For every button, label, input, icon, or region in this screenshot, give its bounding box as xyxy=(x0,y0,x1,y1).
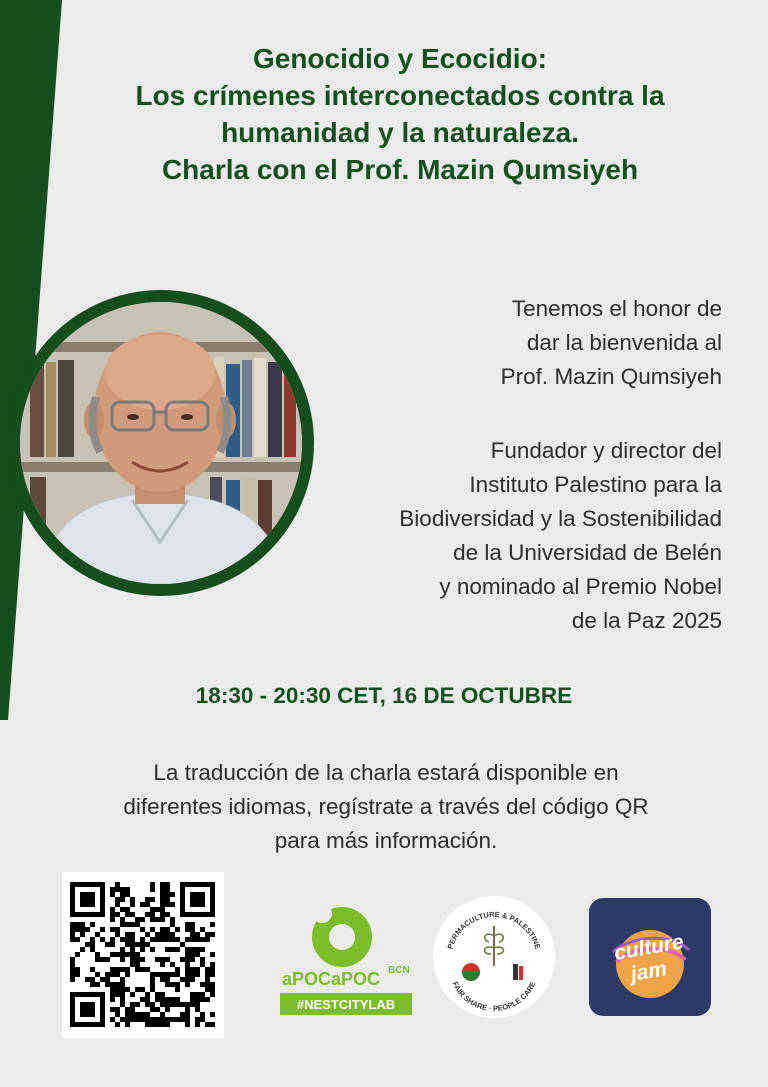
note-line: La traducción de la charla estará disponible en xyxy=(153,760,619,785)
qr-code-icon xyxy=(62,872,224,1038)
bio-line: de la Universidad de Belén xyxy=(453,540,722,565)
nestcitylab-tag: #NESTCITYLAB xyxy=(296,997,396,1012)
translation-note xyxy=(30,756,742,858)
event-datetime: 18:30 - 20:30 CET, 16 DE OCTUBRE xyxy=(195,683,573,708)
title-line: Los crímenes interconectados contra la xyxy=(135,80,665,111)
culture-jam-wordmark: culture xyxy=(612,930,686,966)
speaker-bio xyxy=(399,434,722,638)
bio-line: de la Paz 2025 xyxy=(571,608,722,633)
svg-text:FAIR SHARE · PEOPLE CARE xyxy=(451,980,538,1013)
bio-line: Biodiversidad y la Sostenibilidad xyxy=(399,506,722,531)
permaculture-arc-bottom: FAIR SHARE · PEOPLE CARE xyxy=(450,980,538,1014)
bio-line: y nominado al Premio Nobel xyxy=(439,574,722,599)
apocapoc-suffix: BCN xyxy=(388,965,410,976)
title-line: humanidad y la naturaleza. xyxy=(221,117,579,148)
registration-qr-code[interactable] xyxy=(62,872,224,1038)
title-line: Charla con el Prof. Mazin Qumsiyeh xyxy=(161,154,639,185)
title-line: Genocidio y Ecocidio: xyxy=(252,43,548,74)
note-line: para más información. xyxy=(274,828,498,853)
apocapoc-wordmark: aPOCaPOC xyxy=(282,969,381,989)
event-title xyxy=(40,40,760,188)
bio-line: Fundador y director del xyxy=(490,438,722,463)
welcome-text xyxy=(501,292,722,394)
permaculture-arc-top: PERMACULTURE & PALESTINE xyxy=(445,909,543,951)
intro-line: Prof. Mazin Qumsiyeh xyxy=(500,364,722,389)
apocapoc-logo xyxy=(278,905,420,1019)
intro-line: dar la bienvenida al xyxy=(526,330,722,355)
note-line: diferentes idiomas, regístrate a través del código QR xyxy=(123,794,649,819)
intro-line: Tenemos el honor de xyxy=(511,296,722,321)
culture-jam-wordmark-2: jam xyxy=(629,957,669,987)
speaker-portrait xyxy=(20,302,302,584)
bio-line: Instituto Palestino para la xyxy=(469,472,722,497)
culture-jam-logo xyxy=(589,898,711,1016)
permaculture-palestine-logo xyxy=(433,896,555,1018)
